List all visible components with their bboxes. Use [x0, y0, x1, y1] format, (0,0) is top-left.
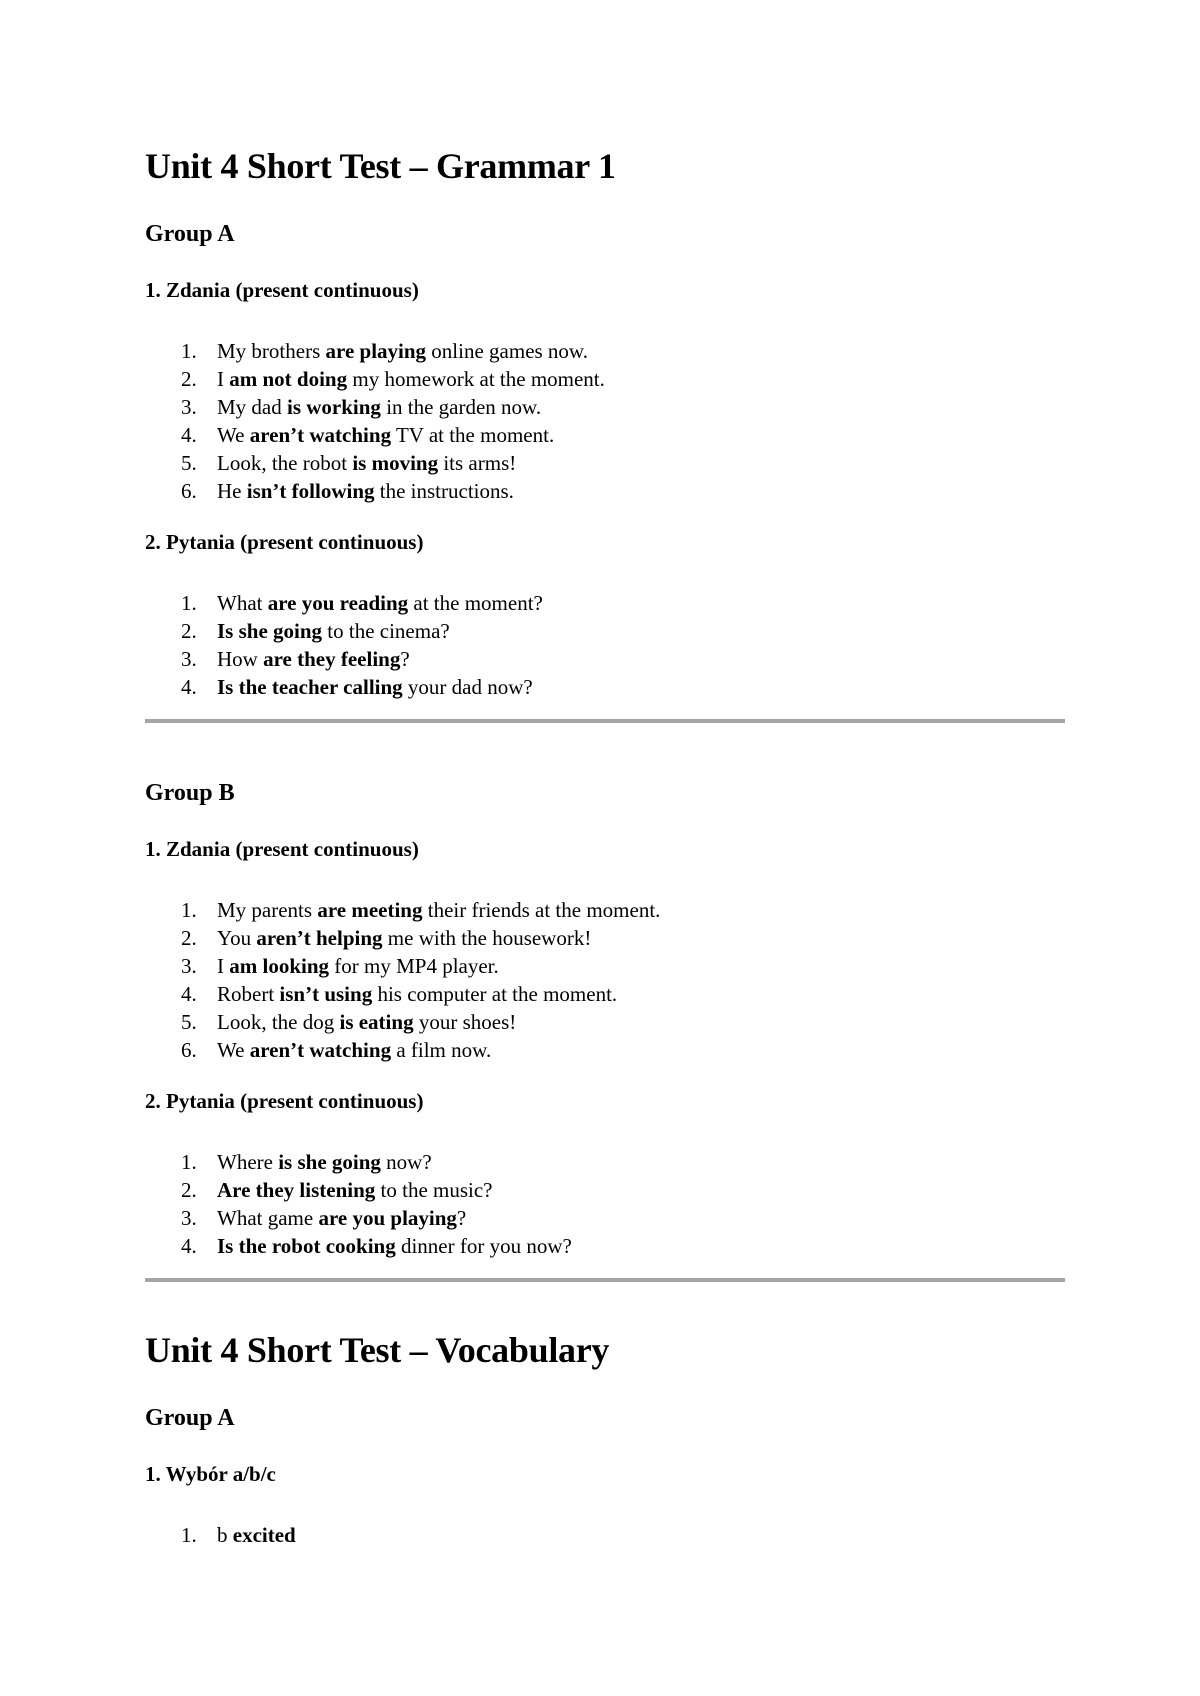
- item-answer-bold: isn’t following: [246, 479, 375, 503]
- item-answer-bold: is eating: [339, 1010, 414, 1034]
- answer-item: [145, 673, 1065, 701]
- item-answer-bold: are you playing: [318, 1206, 457, 1230]
- item-text-pre: You: [217, 926, 257, 950]
- answer-item: [145, 1036, 1065, 1064]
- answer-list: [145, 896, 1065, 1064]
- item-answer-bold: aren’t watching: [249, 1038, 392, 1062]
- answer-item: [145, 393, 1065, 421]
- item-text-post: my homework at the moment.: [347, 367, 605, 391]
- item-number: 3.: [181, 647, 197, 671]
- answer-item: [145, 1148, 1065, 1176]
- item-text-pre: We: [217, 423, 250, 447]
- item-text-post: a film now.: [391, 1038, 492, 1062]
- item-text-pre: My dad: [217, 395, 287, 419]
- item-text-post: the instructions.: [374, 479, 514, 503]
- vocabulary-group-a-label: Group A: [145, 1405, 235, 1431]
- grammar-group-a-section-1-heading: 1. Zdania (present continuous): [145, 278, 419, 302]
- item-text-pre: Robert: [217, 982, 280, 1006]
- grammar-group-a-label: Group A: [145, 221, 235, 247]
- item-answer-bold: are you reading: [267, 591, 409, 615]
- answer-list: [145, 1521, 1065, 1549]
- item-number: 3.: [181, 1206, 197, 1230]
- answer-item: [145, 617, 1065, 645]
- item-text-post: ?: [456, 1206, 467, 1230]
- item-text-pre: Look, the dog: [217, 1010, 340, 1034]
- item-text-post: online games now.: [426, 339, 588, 363]
- item-number: 6.: [181, 1038, 197, 1062]
- item-text-post: to the music?: [375, 1178, 493, 1202]
- answer-item: [145, 952, 1065, 980]
- grammar-title: Unit 4 Short Test – Grammar 1: [145, 146, 616, 186]
- item-number: 4.: [181, 675, 197, 699]
- item-text-pre: My brothers: [217, 339, 326, 363]
- item-answer-bold: Are they listening: [217, 1178, 376, 1202]
- item-text-pre: b: [217, 1523, 233, 1547]
- item-answer-bold: aren’t helping: [256, 926, 383, 950]
- item-text-pre: I: [217, 954, 230, 978]
- answer-item: [145, 1232, 1065, 1260]
- answer-item: [145, 337, 1065, 365]
- item-text-pre: Where: [217, 1150, 279, 1174]
- item-text-post: TV at the moment.: [391, 423, 555, 447]
- item-text-post: me with the housework!: [382, 926, 592, 950]
- item-answer-bold: is working: [287, 395, 381, 419]
- grammar-group-b-section-1-heading: 1. Zdania (present continuous): [145, 837, 419, 861]
- grammar-group-a-section-2-heading: 2. Pytania (present continuous): [145, 530, 424, 554]
- answer-item: [145, 980, 1065, 1008]
- answer-list: [145, 1148, 1065, 1260]
- document-page: [145, 0, 1065, 1549]
- answer-item: [145, 896, 1065, 924]
- item-answer-bold: are they feeling: [263, 647, 401, 671]
- answer-item: [145, 449, 1065, 477]
- item-number: 2.: [181, 367, 197, 391]
- item-text-post: ?: [400, 647, 410, 671]
- item-text-pre: What: [217, 591, 268, 615]
- item-text-pre: How: [217, 647, 264, 671]
- answer-list: [145, 589, 1065, 701]
- item-text-pre: Look, the robot: [217, 451, 353, 475]
- item-answer-bold: isn’t using: [279, 982, 373, 1006]
- item-answer-bold: am not doing: [229, 367, 348, 391]
- item-answer-bold: are meeting: [317, 898, 423, 922]
- item-answer-bold: aren’t watching: [249, 423, 392, 447]
- item-answer-bold: Is the teacher calling: [217, 675, 403, 699]
- item-text-pre: He: [217, 479, 247, 503]
- item-number: 1.: [181, 1523, 197, 1547]
- item-text-post: in the garden now.: [380, 395, 542, 419]
- item-text-post: its arms!: [438, 451, 517, 475]
- item-text-post: dinner for you now?: [395, 1234, 572, 1258]
- item-text-post: their friends at the moment.: [422, 898, 661, 922]
- answer-item: [145, 477, 1065, 505]
- item-answer-bold: Is the robot cooking: [217, 1234, 396, 1258]
- answer-item: [145, 421, 1065, 449]
- item-number: 1.: [181, 898, 197, 922]
- grammar-group-b-section-2-heading: 2. Pytania (present continuous): [145, 1089, 424, 1113]
- item-text-pre: I: [217, 367, 230, 391]
- item-number: 4.: [181, 1234, 197, 1258]
- item-number: 3.: [181, 954, 197, 978]
- item-text-pre: What game: [217, 1206, 319, 1230]
- item-answer-bold: Is she going: [217, 619, 323, 643]
- answer-item: [145, 589, 1065, 617]
- item-answer-bold: am looking: [229, 954, 330, 978]
- item-text-post: your dad now?: [402, 675, 533, 699]
- item-number: 4.: [181, 423, 197, 447]
- vocabulary-group-a-section-1-heading: 1. Wybór a/b/c: [145, 1462, 276, 1486]
- item-text-pre: We: [217, 1038, 250, 1062]
- answer-item: [145, 924, 1065, 952]
- item-number: 5.: [181, 451, 197, 475]
- item-number: 1.: [181, 591, 197, 615]
- answer-item: [145, 1204, 1065, 1232]
- item-number: 2.: [181, 926, 197, 950]
- item-text-post: his computer at the moment.: [372, 982, 618, 1006]
- answer-list: [145, 337, 1065, 505]
- item-text-post: your shoes!: [413, 1010, 517, 1034]
- item-number: 1.: [181, 1150, 197, 1174]
- answer-item: [145, 645, 1065, 673]
- item-number: 1.: [181, 339, 197, 363]
- item-answer-bold: is she going: [278, 1150, 381, 1174]
- answer-item: [145, 1008, 1065, 1036]
- item-answer-bold: is moving: [352, 451, 439, 475]
- item-number: 2.: [181, 619, 197, 643]
- item-answer-bold: are playing: [325, 339, 427, 363]
- item-text-pre: My parents: [217, 898, 318, 922]
- item-answer-bold: excited: [232, 1523, 296, 1547]
- grammar-group-b-label: Group B: [145, 780, 235, 806]
- item-number: 2.: [181, 1178, 197, 1202]
- item-text-post: for my MP4 player.: [329, 954, 499, 978]
- item-number: 3.: [181, 395, 197, 419]
- item-number: 5.: [181, 1010, 197, 1034]
- item-text-post: now?: [380, 1150, 432, 1174]
- answer-item: [145, 1176, 1065, 1204]
- item-number: 4.: [181, 982, 197, 1006]
- vocabulary-title: Unit 4 Short Test – Vocabulary: [145, 1330, 610, 1370]
- item-text-post: to the cinema?: [322, 619, 450, 643]
- answer-item: [145, 1521, 1065, 1549]
- answer-item: [145, 365, 1065, 393]
- item-number: 6.: [181, 479, 197, 503]
- item-text-post: at the moment?: [408, 591, 543, 615]
